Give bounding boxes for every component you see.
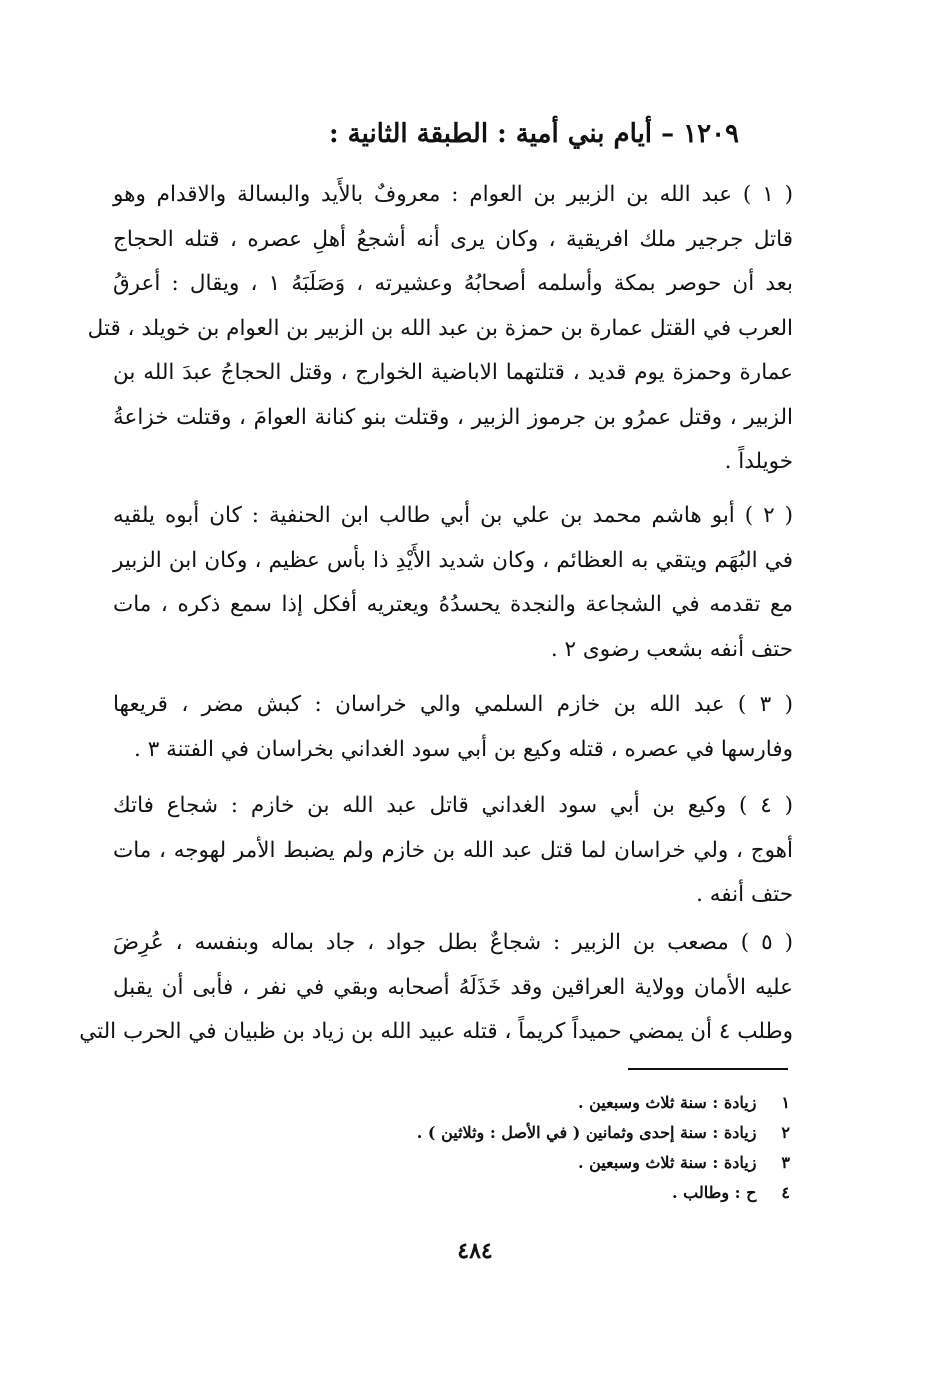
paragraph-2 [113,494,793,672]
footnote-item [300,1118,790,1148]
footnote-text: زيادة : سنة ثلاث وسبعين . [577,1093,757,1112]
text-line: الزبير ، وقتل عمرُو بن جرموز الزبير ، وقتلت بنو كنانة العوامَ ، وقتلت خزاعةُ [113,404,793,430]
footnote-number: ١ [781,1093,790,1112]
text-line: ( ٥ ) مصعب بن الزبير : شجاعٌ بطل جواد ، جاد بماله وبنفسه ، عُرِضَ [113,930,793,955]
text-line: وفارسها في عصره ، قتله وكيع بن أبي سود الغداني بخراسان في الفتنة ٣ . [134,736,793,762]
text-line: مع تقدمه في الشجاعة والنجدة يحسدُهُ ويعتريه أفكل إذا سمع ذكره ، مات [113,592,793,617]
text-line: حتف أنفه بشعب رضوى ٢ . [550,636,793,662]
text-line: عمارة وحمزة يوم قديد ، قتلتهما الاباضية الخوارج ، وقتل الحجاجُ عبدَ الله بن [113,360,793,385]
text-line: العرب في القتل عمارة بن حمزة بن عبد الله بن الزبير بن العوام بن خويلد ، قتل [87,315,793,341]
text-line: ( ٣ ) عبد الله بن خازم السلمي والي خراسان : كبش مضر ، قريعها [113,692,793,717]
footnotes [300,1088,790,1208]
paragraph-5 [79,921,793,1055]
footnote-number: ٢ [781,1123,790,1142]
footnote-item [300,1148,790,1178]
text-line: ( ٤ ) وكيع بن أبي سود الغداني قاتل عبد الله بن خازم : شجاع فاتك [113,793,793,818]
footnote-text: ح : وطالب . [671,1183,757,1202]
text-line: وطلب ٤ أن يمضي حميداً كريماً ، قتله عبيد الله بن زياد بن ظبيان في الحرب التي [79,1019,793,1044]
text-line: أهوج ، ولي خراسان لما قتل عبد الله بن خازم ولم يضبط الأمر لهوجه ، مات [113,837,793,863]
paragraph-1 [87,173,794,485]
page-number: ٤٨٤ [457,1238,493,1264]
text-line: خويلداً . [724,449,793,474]
text-line: ( ١ ) عبد الله بن الزبير بن العوام : معروفٌ بالأَيد والبسالة والاقدام وهو [113,182,793,207]
text-line: بعد أن حوصر بمكة وأسلمه أصحابُهُ وعشيرته ، وَصَلَبَهُ ١ ، ويقال : أعرقُ [113,271,794,296]
text-line: ( ٢ ) أبو هاشم محمد بن علي بن أبي طالب ابن الحنفية : كان أبوه يلقيه [113,503,793,528]
footnote-text: زيادة : سنة إحدى وثمانين ( في الأصل : وثلاثين ) . [416,1123,757,1142]
footnote-number: ٣ [781,1153,790,1172]
paragraph-3 [113,683,793,772]
footnote-divider [628,1068,788,1070]
footnote-item [300,1178,790,1208]
section-heading: ١٢٠٩ – أيام بني أمية : الطبقة الثانية : [329,119,739,149]
text-line: قاتل جرجير ملك افريقية ، وكان يرى أنه أشجعُ أهلِ عصره ، قتله الحجاج [113,226,793,252]
text-line: عليه الأمان وولاية العراقين وقد خَذَلَهُ أصحابه وبقي في نفر ، فأبى أن يقبل [113,974,793,1000]
text-line: حتف أنفه . [696,882,793,907]
footnote-number: ٤ [781,1183,790,1202]
footnote-text: زيادة : سنة ثلاث وسبعين . [577,1153,757,1172]
paragraph-4 [113,784,793,918]
text-line: في البُهَم ويتقي به العظائم ، وكان شديد الأَيْدِ ذا بأس عظيم ، وكان ابن الزبير [113,547,793,573]
footnote-item [300,1088,790,1118]
